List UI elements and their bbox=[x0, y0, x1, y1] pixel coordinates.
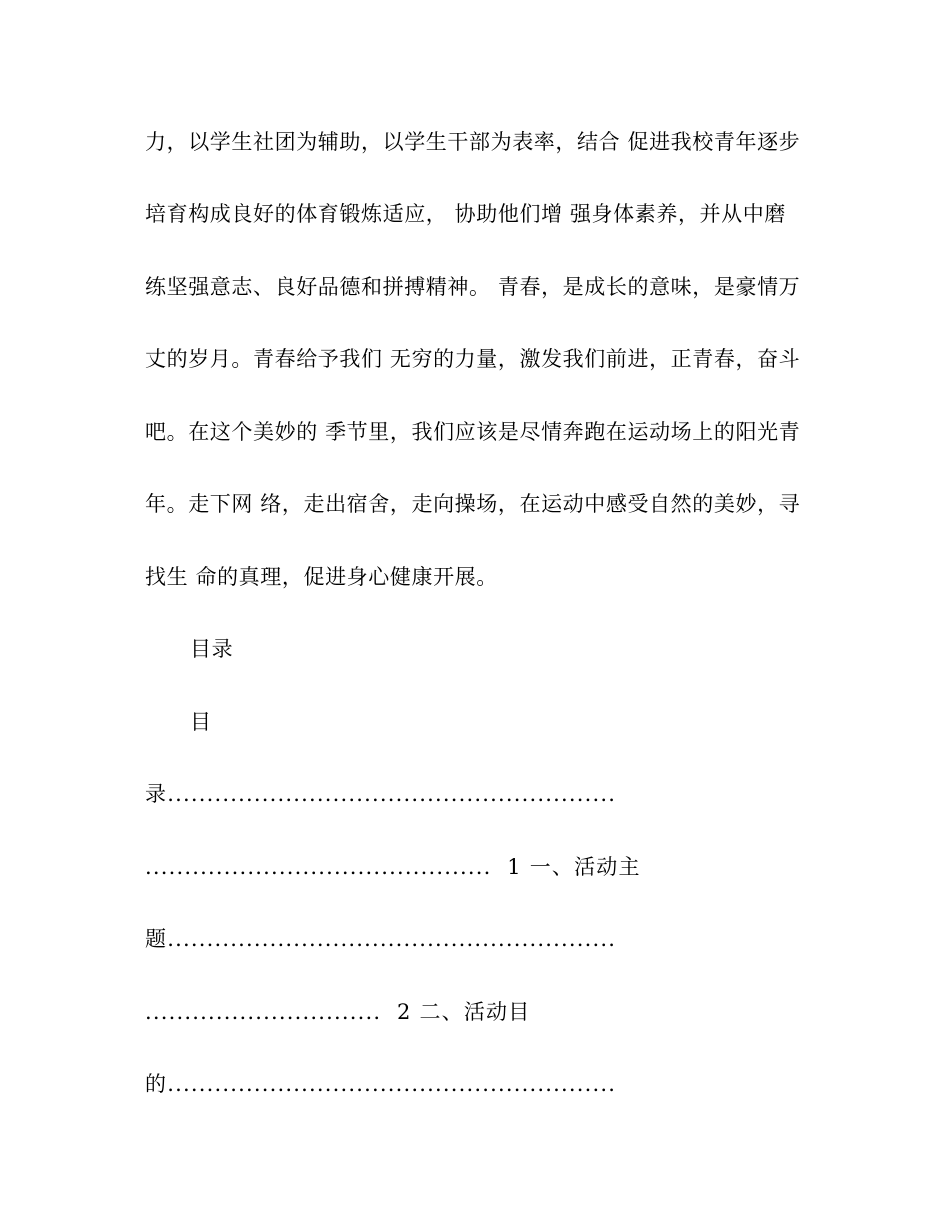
paragraph-line: 丈的岁月。青春给予我们 无穷的力量，激发我们前进，正青春，奋斗 bbox=[145, 347, 801, 371]
paragraph-line: 力，以学生社团为辅助，以学生干部为表率，结合 促进我校青年逐步 bbox=[145, 130, 801, 154]
toc-heading: 目录 bbox=[190, 637, 234, 661]
paragraph-line: 吧。在这个美妙的 季节里，我们应该是尽情奔跑在运动场上的阳光青 bbox=[145, 420, 801, 444]
toc-line: 录......................................................... bbox=[145, 782, 617, 806]
toc-line: .............................. 2 二、活动目 bbox=[145, 1000, 531, 1024]
toc-line: 题......................................................... bbox=[145, 927, 617, 951]
paragraph-line: 年。走下网 络，走出宿舍，走向操场，在运动中感受自然的美妙，寻 bbox=[145, 492, 801, 516]
toc-line: ............................................ 1 一、活动主 bbox=[145, 855, 641, 879]
paragraph-line: 找生 命的真理，促进身心健康开展。 bbox=[145, 565, 498, 589]
toc-line: 的......................................................... bbox=[145, 1072, 617, 1096]
toc-heading-fragment: 目 bbox=[190, 710, 212, 734]
paragraph-line: 练坚强意志、良好品德和拼搏精神。 青春，是成长的意味，是豪情万 bbox=[145, 275, 801, 299]
paragraph-line: 培育构成良好的体育锻炼适应， 协助他们增 强身体素养，并从中磨 bbox=[145, 202, 786, 226]
